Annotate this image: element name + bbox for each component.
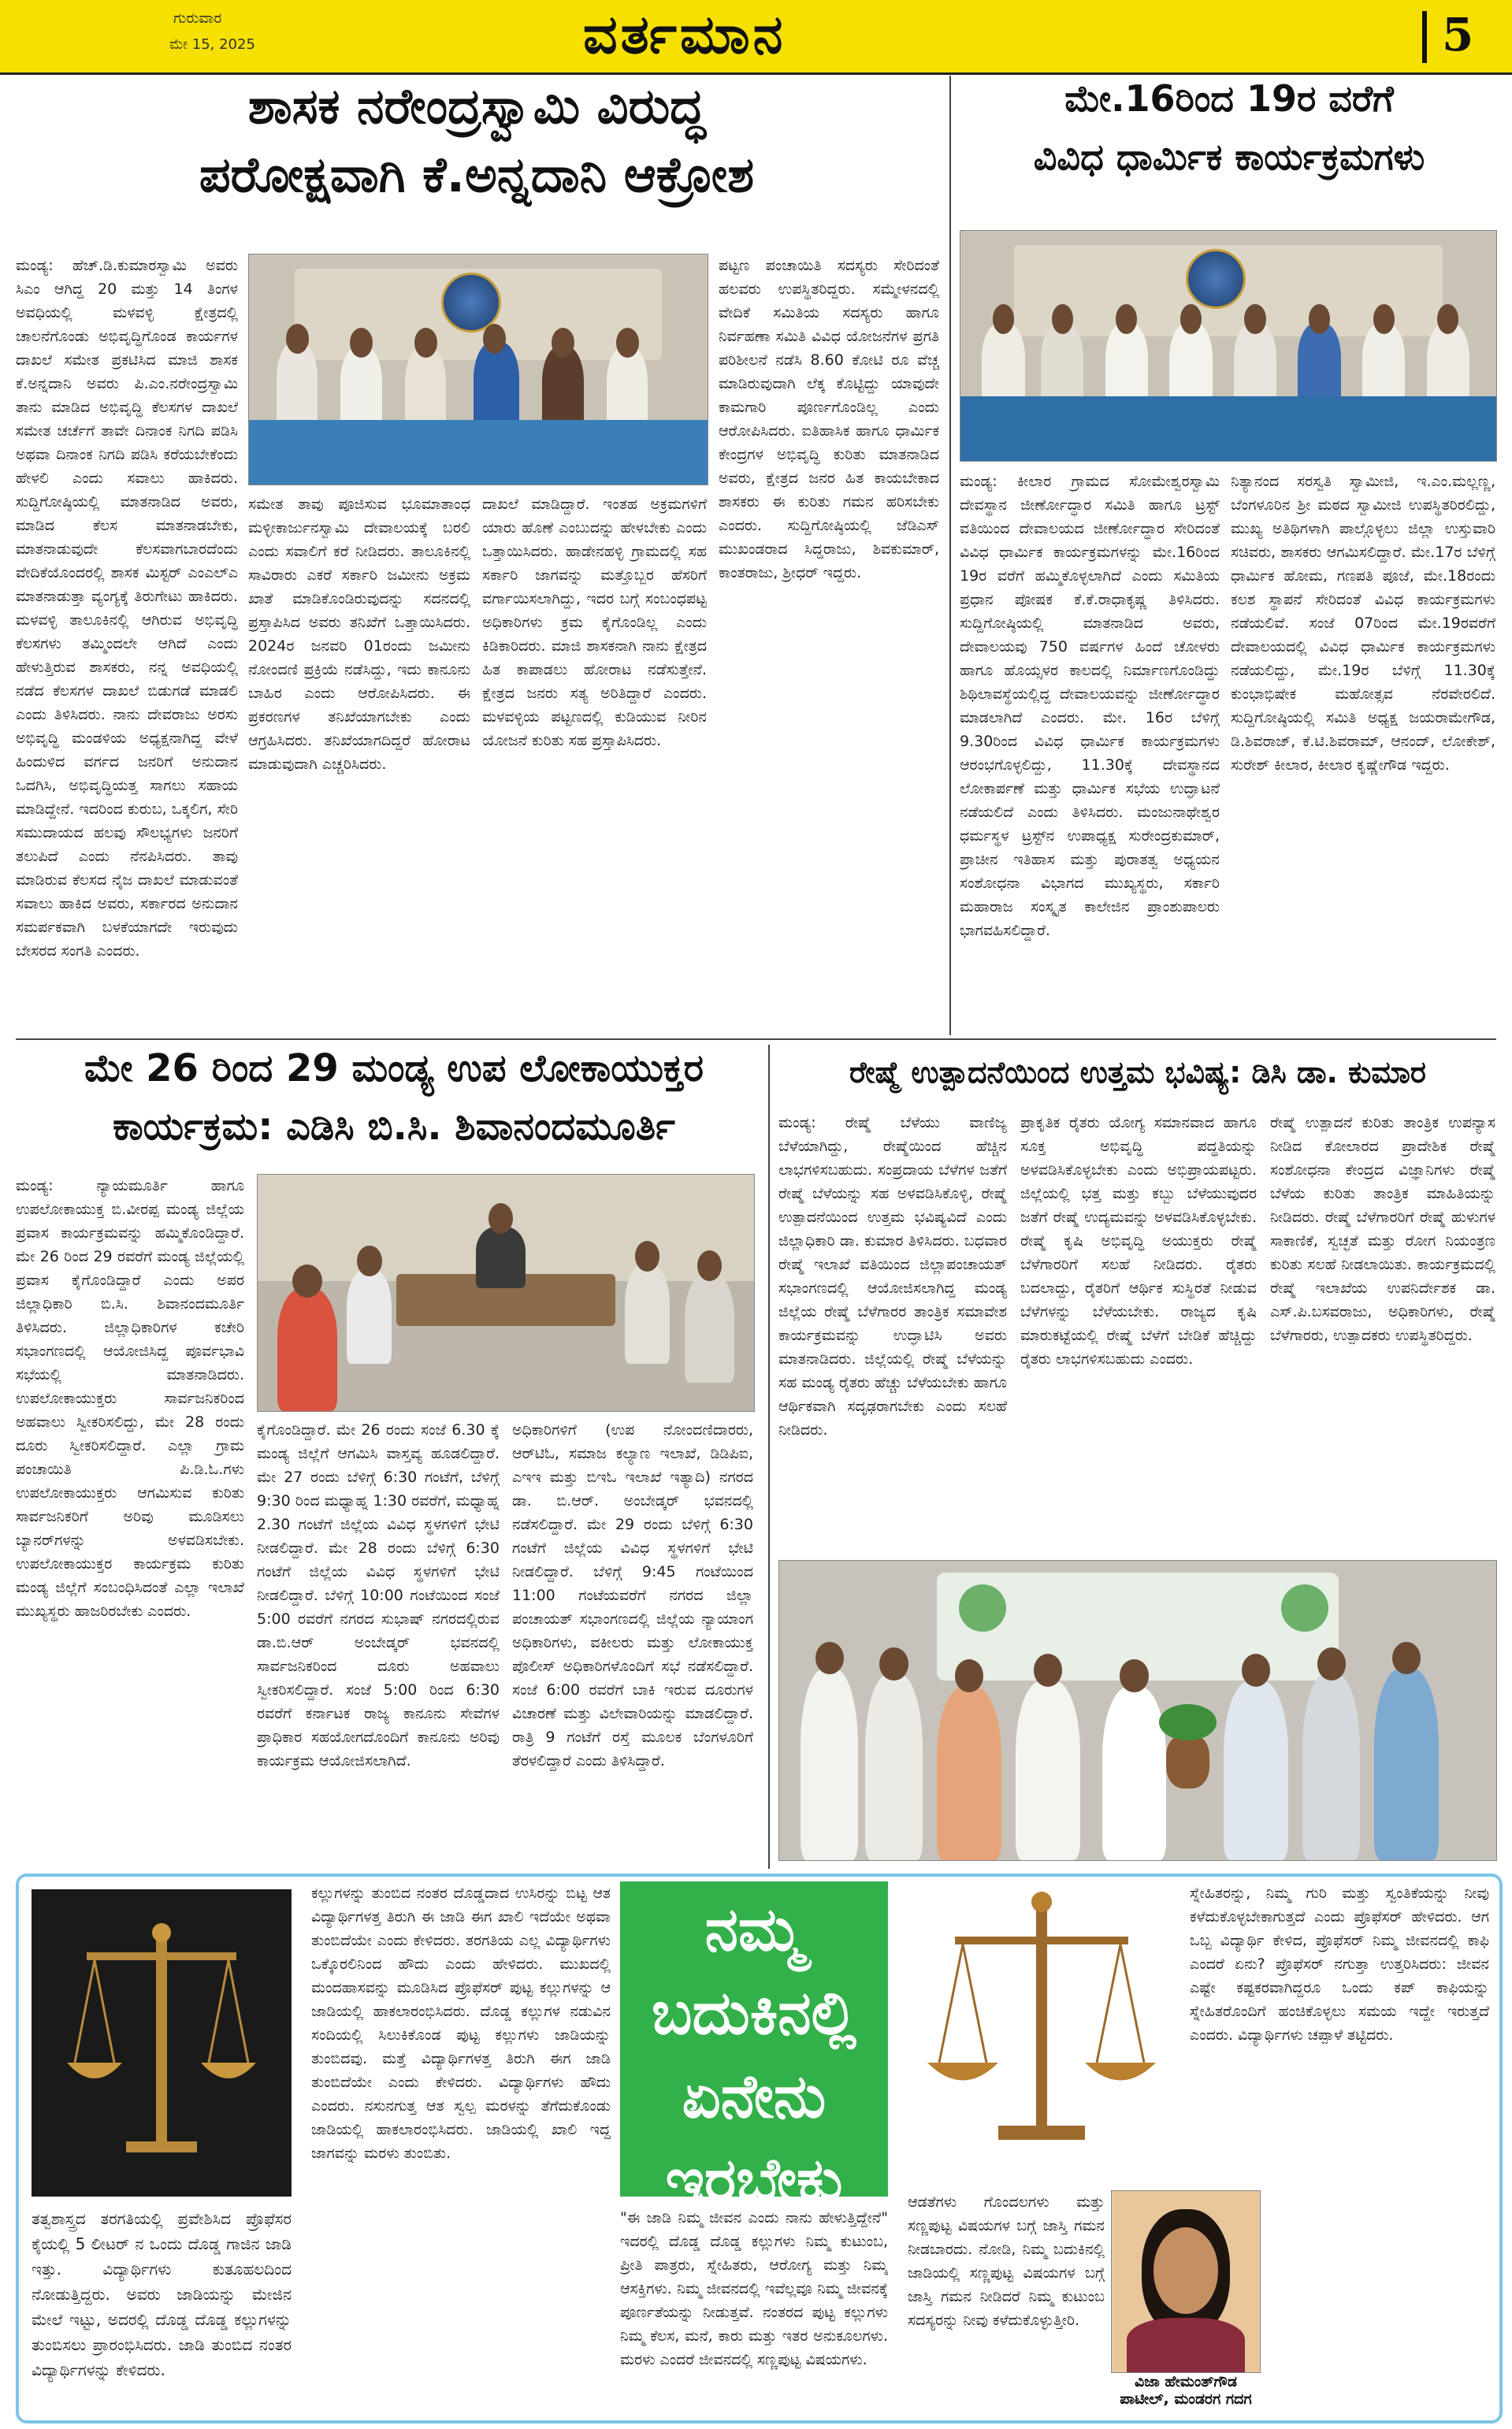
article-headline: ರೇಷ್ಮೆ ಉತ್ಪಾದನೆಯಿಂದ ಉತ್ತಮ ಭವಿಷ್ಯ: ಡಿಸಿ ಡಾ. ಕುಮಾರ [849, 1055, 1426, 1090]
article-column: ಅಧಿಕಾರಿಗಳಿಗೆ (ಉಪ ನೋಂದಣಿದಾರರು, ಆರ್‌ಟಿಓ, ಸಮಾಜ ಕಲ್ಯಾಣ ಇಲಾಖೆ, ಡಿಡಿಪಿಐ, ಎಇಇ ಮತ್ತು ಬಿಇಓ ಇಲಾಖೆ ಇತ್ಯಾದಿ) ನಗರದ ಡಾ. ಬಿ.ಆರ್. ಅಂಬೇಡ್ಕರ್ ಭವನದಲ್ಲಿ ನಡೆಸಲಿದ್ದಾರೆ. ಮೇ 29 ರಂದು ಬೆಳಿಗ್ಗೆ 6:30 ಗಂಟೆಗೆ ಜಿಲ್ಲೆಯ ವಿವಿಧ ಸ್ಥಳಗಳಿಗೆ ಭೇಟಿ ನೀಡಲಿದ್ದಾರೆ. ಬೆಳಿಗ್ಗೆ 9:45 ಗಂಟೆಯಿಂದ 11:00 ಗಂಟೆಯವರೆಗೆ ನಗರದ ಜಿಲ್ಲಾ ಪಂಚಾಯತ್ ಸಭಾಂಗಣದಲ್ಲಿ ಜಿಲ್ಲೆಯ ನ್ಯಾಯಾಂಗ ಅಧಿಕಾರಿಗಳು, ವಕೀಲರು ಮತ್ತು ಲೋಕಾಯುಕ್ತ ಪೊಲೀಸ್ ಅಧಿಕಾರಿಗಳೊಂದಿಗೆ ಸಭೆ ನಡೆಸಲಿದ್ದಾರೆ. ಸಂಜೆ 6:00 ರವರೆಗೆ ಬಾಕಿ ಇರುವ ದೂರುಗಳ ವಿಚಾರಣೆ ಮತ್ತು ವಿಲೇವಾರಿಯನ್ನು ಮಾಡಲಿದ್ದಾರೆ. ರಾತ್ರಿ 9 ಗಂಟೆಗೆ ರಸ್ತೆ ಮೂಲಕ ಬೆಂಗಳೂರಿಗೆ ತೆರಳಲಿದ್ದಾರೆ ಎಂದು ತಿಳಿಸಿದ್ದಾರೆ. [512, 1421, 753, 1770]
article-column: ಸಮೇತ ತಾವು ಪೂಜಿಸುವ ಭೂಮಾತಾಂಧ ಮಳ್ಳೀಕಾರ್ಜುನಸ್ವಾಮಿ ದೇವಾಲಯಕ್ಕೆ ಬರಲಿ ಎಂದು ಸವಾಲಿಗೆ ಕರೆ ನೀಡಿದರು. ತಾಲೂಕಿನಲ್ಲಿ ಸಾವಿರಾರು ಎಕರೆ ಸರ್ಕಾರಿ ಜಮೀನು ಅಕ್ರಮ ಖಾತೆ ಮಾಡಿಕೊಂಡಿರುವುದನ್ನು ಸದನದಲ್ಲಿ ಪ್ರಸ್ತಾಪಿಸಿದ ಅವರು ತನಿಖೆಗೆ ಒತ್ತಾಯಿಸಿದರು. 2024ರ ಜನವರಿ 01ರಂದು ಜಮೀನು ನೋಂದಣಿ ಪ್ರಕ್ರಿಯೆ ನಡೆಸಿದ್ದು, ಇದು ಕಾನೂನು ಬಾಹಿರ ಎಂದು ಆರೋಪಿಸಿದರು. ಈ ಪ್ರಕರಣಗಳ ತನಿಖೆಯಾಗಬೇಕು ಎಂದು ಆಗ್ರಹಿಸಿದರು. ತನಿಖೆಯಾಗದಿದ್ದರೆ ಹೋರಾಟ ಮಾಡುವುದಾಗಿ ಎಚ್ಚರಿಸಿದರು. [248, 496, 470, 773]
headline-line: ಪರೋಕ್ಷವಾಗಿ ಕೆ.ಅನ್ನದಾನಿ ಆಕ್ರೋಶ [199, 146, 755, 204]
feature-title-box [620, 1881, 888, 2215]
article-column: ಮಂಡ್ಯ: ಹೆಚ್.ಡಿ.ಕುಮಾರಸ್ವಾಮಿ ಅವರು ಸಿಎಂ ಆಗಿದ್ದ 20 ಮತ್ತು 14 ತಿಂಗಳ ಅವಧಿಯಲ್ಲಿ ಮಳವಳ್ಳಿ ಕ್ಷೇತ್ರದಲ್ಲಿ ಚಾಲನೆಗೊಂಡು ಅಭಿವೃದ್ಧಿಗೊಂಡ ಕಾರ್ಯಗಳ ದಾಖಲೆ ಸಮೇತ ಪ್ರಕಟಿಸಿದ ಮಾಜಿ ಶಾಸಕ ಕೆ.ಅನ್ನದಾನಿ ಅವರು ಪಿ.ಎಂ.ನರೇಂದ್ರಸ್ವಾಮಿ ತಾನು ಮಾಡಿದ ಅಭಿವೃದ್ಧಿ ಕೆಲಸಗಳ ದಾಖಲೆ ಸಮೇತ ಚರ್ಚೆಗೆ ತಾವೇ ದಿನಾಂಕ ನಿಗದಿ ಪಡಿಸಿ ಅಥವಾ ದಿನಾಂಕ ನಿಗದಿ ಪಡಿಸಿ ಕರೆಯಬೇಕೆಂದು ಹೇಳಲಿ ಎಂದು ಸವಾಲು ಹಾಕಿದರು. ಸುದ್ದಿಗೋಷ್ಠಿಯಲ್ಲಿ ಮಾತನಾಡಿದ ಅವರು, ಮಾಡಿದ ಕೆಲಸ ಮಾತನಾಡಬೇಕು, ಮಾತನಾಡುವುದೇ ಕೆಲಸವಾಗಬಾರದೆಂದು ವೇದಿಕೆಯೊಂದರಲ್ಲಿ ಶಾಸಕ ಮಿಸ್ಟರ್ ಎಂಎಲ್‌ಎ ಮಾತನಾಡುತ್ತಾ ವ್ಯಂಗ್ಯಕ್ಕೆ ತಿರುಗೇಟು ಹಾಕಿದರು. ಮಳವಳ್ಳಿ ತಾಲೂಕಿನಲ್ಲಿ ಆಗಿರುವ ಅಭಿವೃದ್ಧಿ ಕೆಲಸಗಳು ತಮ್ಮಿಂದಲೇ ಆಗಿದೆ ಎಂದು ಹೇಳುತ್ತಿರುವ ಶಾಸಕರು, ನನ್ನ ಅವಧಿಯಲ್ಲಿ ನಡೆದ ಕೆಲಸಗಳ ದಾಖಲೆ ಬಿಡುಗಡೆ ಮಾಡಲಿ ಎಂದು ತಿಳಿಸಿದರು. ನಾನು ದೇವರಾಜು ಅರಸು ಅಭಿವೃದ್ಧಿ ಮಂಡಳಿಯ ಅಧ್ಯಕ್ಷನಾಗಿದ್ದ ವೇಳೆ ಹಿಂದುಳಿದ ವರ್ಗದ ಜನರಿಗೆ ಅನುದಾನ ಒದಗಿಸಿ, ಅಭಿವೃದ್ಧಿಯತ್ತ ಸಾಗಲು ಸಹಾಯ ಮಾಡಿದ್ದೇನೆ. ಇದರಿಂದ ಕುರುಬ, ಒಕ್ಕಲಿಗ, ಸೇರಿ ಸಮುದಾಯದ ಹಲವು ಸೌಲಭ್ಯಗಳು ಜನರಿಗೆ ತಲುಪಿದೆ ಎಂದು ನೆನಪಿಸಿದರು. ತಾವು ಮಾಡಿರುವ ಕೆಲಸದ ನೈಜ ದಾಖಲೆ ಮಾಡುವಂತೆ ಸವಾಲು ಹಾಕಿದ ಅವರು, ಸರ್ಕಾರದ ಅನುದಾನ ಸಮರ್ಪಕವಾಗಿ ಬಳಕೆಯಾಗದೇ ಇರುವುದು ಬೇಸರದ ಸಂಗತಿ ಎಂದರು. [16, 257, 238, 960]
masthead-day: ಗುರುವಾರ [173, 9, 222, 27]
newspaper-title: ವರ್ತಮಾನ [583, 3, 786, 66]
page-number-divider [1422, 11, 1427, 63]
article-column: ಮಂಡ್ಯ: ಕೀಲಾರ ಗ್ರಾಮದ ಸೋಮೇಶ್ವರಸ್ವಾಮಿ ದೇವಸ್ಥಾನ ಜೀರ್ಣೋದ್ಧಾರ ಸಮಿತಿ ಹಾಗೂ ಟ್ರಸ್ಟ್ ವತಿಯಿಂದ ದೇವಾಲಯದ ಜೀರ್ಣೋದ್ಧಾರ ಸೇರಿದಂತೆ ವಿವಿಧ ಧಾರ್ಮಿಕ ಕಾರ್ಯಕ್ರಮಗಳನ್ನು ಮೇ.16ರಿಂದ 19ರ ವರೆಗೆ ಹಮ್ಮಿಕೊಳ್ಳಲಾಗಿದೆ ಎಂದು ಸಮಿತಿಯ ಪ್ರಧಾನ ಪೋಷಕ ಕೆ.ಕೆ.ರಾಧಾಕೃಷ್ಣ ತಿಳಿಸಿದರು. ಸುದ್ದಿಗೋಷ್ಠಿಯಲ್ಲಿ ಮಾತನಾಡಿದ ಅವರು, ದೇವಾಲಯವು 750 ವರ್ಷಗಳ ಹಿಂದೆ ಚೋಳರು ಹಾಗೂ ಹೊಯ್ಸಳರ ಕಾಲದಲ್ಲಿ ನಿರ್ಮಾಣಗೊಂಡಿದ್ದು ಶಿಥಿಲಾವಸ್ಥೆಯಲ್ಲಿದ್ದ ದೇವಾಲಯವನ್ನು ಜೀರ್ಣೋದ್ಧಾರ ಮಾಡಲಾಗಿದೆ ಎಂದರು. ಮೇ. 16ರ ಬೆಳಿಗ್ಗೆ 9.30ರಿಂದ ವಿವಿಧ ಧಾರ್ಮಿಕ ಕಾರ್ಯಕ್ರಮಗಳು ಆರಂಭಗೊಳ್ಳಲಿದ್ದು, 11.30ಕ್ಕೆ ದೇವಸ್ಥಾನದ ಲೋಕಾರ್ಪಣೆ ಮತ್ತು ಧಾರ್ಮಿಕ ಸಭೆಯ ಉದ್ಘಾಟನೆ ನಡೆಯಲಿದೆ ಎಂದು ತಿಳಿಸಿದರು. ಮಂಜುನಾಥೇಶ್ವರ ಧರ್ಮಸ್ಥಳ ಟ್ರಸ್ಟ್‌ನ ಉಪಾಧ್ಯಕ್ಷ ಸುರೇಂದ್ರಕುಮಾರ್, ಪ್ರಾಚೀನ ಇತಿಹಾಸ ಮತ್ತು ಪುರಾತತ್ವ ಅಧ್ಯಯನ ಸಂಶೋಧನಾ ವಿಭಾಗದ ಮುಖ್ಯಸ್ಥರು, ಸರ್ಕಾರಿ ಮಹಾರಾಜ ಸಂಸ್ಕೃತ ಕಾಲೇಜಿನ ಪ್ರಾಂಶುಪಾಲರು ಭಾಗವಹಿಸಲಿದ್ದಾರೆ. [960, 473, 1220, 939]
feature-intro: ತತ್ವಶಾಸ್ತ್ರದ ತರಗತಿಯಲ್ಲಿ ಪ್ರವೇಶಿಸಿದ ಪ್ರೊಫೆಸರ ಕೈಯಲ್ಲಿ 5 ಲೀಟರ್ ನ ಒಂದು ದೊಡ್ಡ ಗಾಜಿನ ಜಾಡಿ ಇತ್ತು. ವಿದ್ಯಾರ್ಥಿಗಳು ಕುತೂಹಲದಿಂದ ನೋಡುತ್ತಿದ್ದರು. ಅವರು ಜಾಡಿಯನ್ನು ಮೇಜಿನ ಮೇಲೆ ಇಟ್ಟು, ಅದರಲ್ಲಿ ದೊಡ್ಡ ದೊಡ್ಡ ಕಲ್ಲುಗಳನ್ನು ತುಂಬಿಸಲು ಪ್ರಾರಂಭಿಸಿದರು. ಜಾಡಿ ತುಂಬಿದ ನಂತರ ವಿದ್ಯಾರ್ಥಿಗಳನ್ನು ಕೇಳಿದರು. [32, 2209, 292, 2379]
feature-title-line: ಇರಬೇಕು [665, 2145, 843, 2215]
author-place: ಪಾಟೀಲ್, ಮಂಡರಗ ಗದಗ [1120, 2390, 1252, 2408]
article-column: ರೇಷ್ಮೆ ಉತ್ಪಾದನೆ ಕುರಿತು ತಾಂತ್ರಿಕ ಉಪನ್ಯಾಸ ನೀಡಿದ ಕೋಲಾರದ ಪ್ರಾದೇಶಿಕ ರೇಷ್ಮೆ ಸಂಶೋಧನಾ ಕೇಂದ್ರದ ವಿಜ್ಞಾನಿಗಳು ರೇಷ್ಮೆ ಬೆಳೆಯ ಕುರಿತು ತಾಂತ್ರಿಕ ಮಾಹಿತಿಯನ್ನು ನೀಡಿದರು. ರೇಷ್ಮೆ ಬೆಳೆಗಾರರಿಗೆ ರೇಷ್ಮೆ ಹುಳುಗಳ ಸಾಕಾಣಿಕೆ, ಸ್ವಚ್ಛತೆ ಮತ್ತು ರೋಗ ನಿಯಂತ್ರಣ ಕುರಿತು ಸಲಹೆ ನೀಡಲಾಯಿತು. ಕಾರ್ಯಕ್ರಮದಲ್ಲಿ ರೇಷ್ಮೆ ಇಲಾಖೆಯ ಉಪನಿರ್ದೇಶಕ ಡಾ. ಎಸ್.ಪಿ.ಬಸವರಾಜು, ಅಧಿಕಾರಿಗಳು, ರೇಷ್ಮೆ ಬೆಳೆಗಾರರು, ಉತ್ಪಾದಕರು ಉಪಸ್ಥಿತರಿದ್ದರು. [1270, 1114, 1495, 1344]
author-photo [1111, 2190, 1261, 2373]
article-column: ಮಂಡ್ಯ: ರೇಷ್ಮೆ ಬೆಳೆಯು ವಾಣಿಜ್ಯ ಬೆಳೆಯಾಗಿದ್ದು, ರೇಷ್ಮೆಯಿಂದ ಹೆಚ್ಚಿನ ಲಾಭಗಳಿಸಬಹುದು. ಸಂಪ್ರದಾಯ ಬೆಳೆಗಳ ಜತೆಗೆ ರೇಷ್ಮೆ ಬೆಳೆಯನ್ನು ಸಹ ಅಳವಡಿಸಿಕೊಳ್ಳಿ, ರೇಷ್ಮೆ ಉತ್ಪಾದನೆಯಿಂದ ಉತ್ತಮ ಭವಿಷ್ಯವಿದೆ ಎಂದು ಜಿಲ್ಲಾಧಿಕಾರಿ ಡಾ. ಕುಮಾರ ತಿಳಿಸಿದರು. ಬಧವಾರ ರೇಷ್ಮೆ ಇಲಾಖೆ ವತಿಯಿಂದ ಜಿಲ್ಲಾಪಂಚಾಯತ್ ಸಭಾಂಗಣದಲ್ಲಿ ಆಯೋಜಿಸಲಾಗಿದ್ದ ಮಂಡ್ಯ ಜಿಲ್ಲೆಯ ರೇಷ್ಮೆ ಬೆಳೆಗಾರರ ತಾಂತ್ರಿಕ ಸಮಾವೇಶ ಕಾರ್ಯಕ್ರಮವನ್ನು ಉದ್ಘಾಟಿಸಿ ಅವರು ಮಾತನಾಡಿದರು. ಜಿಲ್ಲೆಯಲ್ಲಿ ರೇಷ್ಮೆ ಬೆಳೆಯನ್ನು ಸಹ ಮಂಡ್ಯ ರೈತರು ಹೆಚ್ಚು ಬೆಳೆಯಬೇಕು ಹಾಗೂ ಆರ್ಥಿಕವಾಗಿ ಸದೃಢರಾಗಬೇಕು ಎಂದು ಸಲಹೆ ನೀಡಿದರು. [778, 1114, 1007, 1439]
page-number: 5 [1442, 8, 1474, 61]
masthead-date: ಮೇ 15, 2025 [169, 36, 255, 53]
feature-column: "ಈ ಜಾಡಿ ನಿಮ್ಮ ಜೀವನ ಎಂದು ನಾನು ಹೇಳುತ್ತಿದ್ದೇನೆ" ಇದರಲ್ಲಿ ದೊಡ್ಡ ದೊಡ್ಡ ಕಲ್ಲುಗಳು ನಿಮ್ಮ ಕುಟುಂಬ, ಪ್ರೀತಿ ಪಾತ್ರರು, ಸ್ನೇಹಿತರು, ಆರೋಗ್ಯ ಮತ್ತು ನಿಮ್ಮ ಆಸಕ್ತಿಗಳು. ನಿಮ್ಮ ಜೀವನದಲ್ಲಿ ಇವೆಲ್ಲವೂ ನಿಮ್ಮ ಜೀವನಕ್ಕೆ ಪೂರ್ಣತೆಯನ್ನು ನೀಡುತ್ತವೆ. ನಂತರದ ಪುಟ್ಟ ಕಲ್ಲುಗಳು ನಿಮ್ಮ ಕೆಲಸ, ಮನೆ, ಕಾರು ಮತ್ತು ಇತರ ಅನುಕೂಲಗಳು. ಮರಳು ಎಂದರೆ ಜೀವನದಲ್ಲಿ ಸಣ್ಣಪುಟ್ಟ ವಿಷಯಗಳು. [620, 2209, 888, 2368]
article-headline [16, 1048, 772, 1149]
press-meet-photo [960, 230, 1497, 462]
feature-column-continued [311, 2190, 611, 2409]
article-column: ಕೈಗೊಂಡಿದ್ದಾರೆ. ಮೇ 26 ರಂದು ಸಂಜೆ 6.30 ಕ್ಕೆ ಮಂಡ್ಯ ಜಿಲ್ಲೆಗೆ ಆಗಮಿಸಿ ವಾಸ್ತವ್ಯ ಹೂಡಲಿದ್ದಾರೆ. ಮೇ 27 ರಂದು ಬೆಳಿಗ್ಗೆ 6:30 ಗಂಟೆಗೆ, ಬೆಳಿಗ್ಗೆ 9:30 ರಿಂದ ಮಧ್ಯಾಹ್ನ 1:30 ರವರೆಗೆ, ಮಧ್ಯಾಹ್ನ 2.30 ಗಂಟೆಗೆ ಜಿಲ್ಲೆಯ ವಿವಿಧ ಸ್ಥಳಗಳಿಗೆ ಭೇಟಿ ನೀಡಲಿದ್ದಾರೆ. ಮೇ 28 ರಂದು ಬೆಳಿಗ್ಗೆ 6:30 ಗಂಟೆಗೆ ಜಿಲ್ಲೆಯ ವಿವಿಧ ಸ್ಥಳಗಳಿಗೆ ಭೇಟಿ ನೀಡಲಿದ್ದಾರೆ. ಬೆಳಿಗ್ಗೆ 10:00 ಗಂಟೆಯಿಂದ ಸಂಜೆ 5:00 ರವರೆಗೆ ನಗರದ ಸುಭಾಷ್ ನಗರದಲ್ಲಿರುವ ಡಾ.ಬಿ.ಆರ್ ಅಂಬೇಡ್ಕರ್ ಭವನದಲ್ಲಿ ಸಾರ್ವಜನಿಕರಿಂದ ದೂರು ಅಹವಾಲು ಸ್ವೀಕರಿಸಲಿದ್ದಾರೆ. ಸಂಜೆ 5:00 ರಿಂದ 6:30 ರವರೆಗೆ ಕರ್ನಾಟಕ ರಾಜ್ಯ ಕಾನೂನು ಸೇವೆಗಳ ಪ್ರಾಧಿಕಾರ ಸಹಯೋಗದೊಂದಿಗೆ ಕಾನೂನು ಅರಿವು ಕಾರ್ಯಕ್ರಮ ಆಯೋಜಿಸಲಾಗಿದೆ. [257, 1421, 500, 1770]
article-column: ಪಟ್ಟಣ ಪಂಚಾಯಿತಿ ಸದಸ್ಯರು ಸೇರಿದಂತೆ ಹಲವರು ಉಪಸ್ಥಿತರಿದ್ದರು. ಸಮ್ಮೇಳನದಲ್ಲಿ ವೇದಿಕೆ ಸಮಿತಿಯ ಸದಸ್ಯರು ಹಾಗೂ ನಿರ್ವಹಣಾ ಸಮಿತಿ ವಿವಿಧ ಯೋಜನೆಗಳ ಪ್ರಗತಿ ಪರಿಶೀಲನೆ ನಡೆಸಿ 8.60 ಕೋಟಿ ರೂ ವೆಚ್ಚ ಮಾಡಿರುವುದಾಗಿ ಲೆಕ್ಕ ಕೊಟ್ಟಿದ್ದು ಯಾವುದೇ ಕಾಮಗಾರಿ ಪೂರ್ಣಗೊಂಡಿಲ್ಲ ಎಂದು ಆರೋಪಿಸಿದರು. ಐತಿಹಾಸಿಕ ಹಾಗೂ ಧಾರ್ಮಿಕ ಕೇಂದ್ರಗಳ ಅಭಿವೃದ್ಧಿ ಕುರಿತು ಮಾತನಾಡಿದ ಅವರು, ಕ್ಷೇತ್ರದ ಜನರ ಹಿತ ಕಾಯಬೇಕಾದ ಶಾಸಕರು ಈ ಕುರಿತು ಗಮನ ಹರಿಸಬೇಕು ಎಂದರು. ಸುದ್ದಿಗೋಷ್ಠಿಯಲ್ಲಿ ಜೆಡಿಎಸ್ ಮುಖಂಡರಾದ ಸಿದ್ದರಾಜು, ಶಿವಕುಮಾರ್, ಕಾಂತರಾಜು, ಶ್ರೀಧರ್ ಇದ್ದರು. [719, 257, 939, 581]
meeting-photo [257, 1174, 755, 1412]
article-column: ಪ್ರಾಕೃತಿಕ ರೈತರು ಯೋಗ್ಯ ಸಮಾನವಾದ ಹಾಗೂ ಸೂಕ್ತ ಅಭಿವೃದ್ಧಿ ಪದ್ಧತಿಯನ್ನು ಅಳವಡಿಸಿಕೊಳ್ಳಬೇಕು ಎಂದು ಅಭಿಪ್ರಾಯಪಟ್ಟರು. ಜಿಲ್ಲೆಯಲ್ಲಿ ಭತ್ತ ಮತ್ತು ಕಬ್ಬು ಬೆಳೆಯುವುದರ ಜತೆಗೆ ರೇಷ್ಮೆ ಉದ್ಯಮವನ್ನು ಅಳವಡಿಸಿಕೊಳ್ಳಬೇಕು. ರೇಷ್ಮೆ ಕೃಷಿ ಅಭಿವೃದ್ಧಿ ಅಯುಕ್ತರು ರೇಷ್ಮೆ ಬೆಳೆಗಾರರಿಗೆ ಸಲಹೆ ನೀಡಿದರು. ರೈತರು ಬದಲಾದ್ದು, ರೈತರಿಗೆ ಆರ್ಥಿಕ ಸುಸ್ಥಿರತೆ ನೀಡುವ ಬೆಳೆಗಳನ್ನು ಬೆಳೆಯಬೇಕು. ರಾಜ್ಯದ ಕೃಷಿ ಮಾರುಕಟ್ಟೆಯಲ್ಲಿ ರೇಷ್ಮೆ ಬೆಳೆಗೆ ಬೇಡಿಕೆ ಹೆಚ್ಚಿದ್ದು ರೈತರು ಲಾಭಗಳಿಸಬಹುದು ಎಂದರು. [1020, 1114, 1257, 1368]
article-column: ಮಂಡ್ಯ: ನ್ಯಾಯಮೂರ್ತಿ ಹಾಗೂ ಉಪಲೋಕಾಯುಕ್ತ ಬಿ.ವೀರಪ್ಪ ಮಂಡ್ಯ ಜಿಲ್ಲೆಯ ಪ್ರವಾಸ ಕಾರ್ಯಕ್ರಮವನ್ನು ಹಮ್ಮಿಕೊಂಡಿದ್ದಾರೆ. ಮೇ 26 ರಿಂದ 29 ರವರೆಗೆ ಮಂಡ್ಯ ಜಿಲ್ಲೆಯಲ್ಲಿ ಪ್ರವಾಸ ಕೈಗೊಂಡಿದ್ದಾರೆ ಎಂದು ಅಪರ ಜಿಲ್ಲಾಧಿಕಾರಿ ಬಿ.ಸಿ. ಶಿವಾನಂದಮೂರ್ತಿ ತಿಳಿಸಿದರು. ಜಿಲ್ಲಾಧಿಕಾರಿಗಳ ಕಚೇರಿ ಸಭಾಂಗಣದಲ್ಲಿ ಆಯೋಜಿಸಿದ್ದ ಪೂರ್ವಭಾವಿ ಸಭೆಯಲ್ಲಿ ಮಾತನಾಡಿದರು. ಉಪಲೋಕಾಯುಕ್ತರು ಸಾರ್ವಜನಿಕರಿಂದ ಅಹವಾಲು ಸ್ವೀಕರಿಸಲಿದ್ದು, ಮೇ 28 ರಂದು ದೂರು ಸ್ವೀಕರಿಸಲಿದ್ದಾರೆ. ಎಲ್ಲಾ ಗ್ರಾಮ ಪಂಚಾಯಿತಿ ಪಿ.ಡಿ.ಓ.ಗಳು ಉಪಲೋಕಾಯುಕ್ತರು ಆಗಮಿಸುವ ಕುರಿತು ಸಾರ್ವಜನಿಕರಿಗೆ ಅರಿವು ಮೂಡಿಸಲು ಬ್ಯಾನರ್‌ಗಳನ್ನು ಅಳವಡಿಸಬೇಕು. ಉಪಲೋಕಾಯುಕ್ತರ ಕಾರ್ಯಕ್ರಮ ಕುರಿತು ಮಂಡ್ಯ ಜಿಲ್ಲೆಗೆ ಸಂಬಂಧಿಸಿದಂತೆ ಎಲ್ಲಾ ಇಲಾಖೆ ಮುಖ್ಯಸ್ಥರು ಹಾಜರಿರಬೇಕು ಎಂದರು. [16, 1177, 244, 1620]
column-divider [768, 1045, 770, 1869]
balance-scale-icon [908, 1881, 1176, 2181]
scale-icon [32, 1889, 292, 2197]
article-column: ನಿತ್ಯಾನಂದ ಸರಸ್ವತಿ ಸ್ವಾಮೀಜಿ, ಇ.ಎಂ.ಮಲ್ಲಣ್ಣ, ಬೆಂಗಳೂರಿನ ಶ್ರೀ ಮಠದ ಸ್ವಾಮೀಜಿ ಉಪಸ್ಥಿತರಿರಲಿದ್ದು, ಮುಖ್ಯ ಅತಿಥಿಗಳಾಗಿ ಪಾಲ್ಗೊಳ್ಳಲು ಜಿಲ್ಲಾ ಉಸ್ತುವಾರಿ ಸಚಿವರು, ಶಾಸಕರು ಆಗಮಿಸಲಿದ್ದಾರೆ. ಮೇ.17ರ ಬೆಳಿಗ್ಗೆ ಧಾರ್ಮಿಕ ಹೋಮ, ಗಣಪತಿ ಪೂಜೆ, ಮೇ.18ರಂದು ಕಲಶ ಸ್ಥಾಪನೆ ಸೇರಿದಂತೆ ವಿವಿಧ ಕಾರ್ಯಕ್ರಮಗಳು ನಡೆಯಲಿವೆ. ಸಂಜೆ 07ರಿಂದ ಮೇ.19ರವರೆಗೆ ದೇವಾಲಯದಲ್ಲಿ ವಿವಿಧ ಧಾರ್ಮಿಕ ಕಾರ್ಯಕ್ರಮಗಳು ನಡೆಯಲಿದ್ದು, ಮೇ.19ರ ಬೆಳಿಗ್ಗೆ 11.30ಕ್ಕೆ ಕುಂಭಾಭಿಷೇಕ ಮಹೋತ್ಸವ ನೆರವೇರಲಿದೆ. ಸುದ್ದಿಗೋಷ್ಠಿಯಲ್ಲಿ ಸಮಿತಿ ಅಧ್ಯಕ್ಷ ಜಯರಾಮೇಗೌಡ, ಡಿ.ಶಿವರಾಜ್, ಕೆ.ಟಿ.ಶಿವರಾಮ್, ಆನಂದ್, ಲೋಕೇಶ್, ಸುರೇಶ್ ಕೀಲಾರ, ಕೀಲಾರ ಕೃಷ್ಣೇಗೌಡ ಇದ್ದರು. [1231, 473, 1495, 774]
feature-column: ಸ್ನೇಹಿತರನ್ನು, ನಿಮ್ಮ ಗುರಿ ಮತ್ತು ಸ್ವಂತಿಕೆಯನ್ನು ನೀವು ಕಳೆದುಕೊಳ್ಳಬೇಕಾಗುತ್ತದೆ ಎಂದು ಪ್ರೊಫೆಸರ್ ಹೇಳಿದರು. ಆಗ ಒಬ್ಬ ವಿದ್ಯಾರ್ಥಿ ಕೇಳಿದ, ಪ್ರೊಫೆಸರ್ ನಿಮ್ಮ ಜೀವನದಲ್ಲಿ ಕಾಫಿ ಎಂದರೆ ಏನು? ಪ್ರೊಫೆಸರ್ ನಗುತ್ತಾ ಉತ್ತರಿಸಿದರು: ಜೀವನ ಎಷ್ಟೇ ಕಷ್ಟಕರವಾಗಿದ್ದರೂ ಒಂದು ಕಪ್ ಕಾಫಿಯನ್ನು ಸ್ನೇಹಿತರೊಂದಿಗೆ ಹಂಚಿಕೊಳ್ಳಲು ಸಮಯ ಇದ್ದೇ ಇರುತ್ತದೆ ಎಂದರು. ವಿದ್ಯಾರ್ಥಿಗಳು ಚಪ್ಪಾಳೆ ತಟ್ಟಿದರು. [1190, 1885, 1489, 2044]
event-photo [778, 1560, 1497, 1861]
feature-column: ಆಡತೆಗಳು ಗೊಂದಲಗಳು ಮತ್ತು ಸಣ್ಣಪುಟ್ಟ ವಿಷಯಗಳ ಬಗ್ಗೆ ಜಾಸ್ತಿ ಗಮನ ನೀಡಬಾರದು. ನೋಡಿ, ನಿಮ್ಮ ಬದುಕಿನಲ್ಲಿ ಜಾಡಿಯಲ್ಲಿ ಸಣ್ಣಪುಟ್ಟ ವಿಷಯಗಳ ಬಗ್ಗೆ ಜಾಸ್ತಿ ಗಮನ ನೀಡಿದರೆ ನಿಮ್ಮ ಕುಟುಂಬ ಸದಸ್ಯರನ್ನು ನೀವು ಕಳೆದುಕೊಳ್ಳುತ್ತೀರಿ. [908, 2193, 1105, 2329]
headline-line: ಕಾರ್ಯಕ್ರಮ: ಎಡಿಸಿ ಬಿ.ಸಿ. ಶಿವಾನಂದಮೂರ್ತಿ [113, 1104, 675, 1149]
section-divider [16, 1038, 1496, 1040]
headline-line: ವಿವಿಧ ಧಾರ್ಮಿಕ ಕಾರ್ಯಕ್ರಮಗಳು [1033, 135, 1425, 178]
masthead [0, 0, 1512, 75]
column-divider [949, 76, 951, 1035]
headline-line: ಮೇ.16ರಿಂದ 19ರ ವರೆಗೆ [1064, 77, 1394, 120]
author-name: ವಿಜಾ ಹೇಮಂತ್‌ಗೌಡ [1135, 2373, 1237, 2390]
press-meet-photo [248, 254, 708, 485]
headline-line: ಮೇ 26 ರಿಂದ 29 ಮಂಡ್ಯ ಉಪ ಲೋಕಾಯುಕ್ತರ [84, 1046, 704, 1090]
emblem-icon [1186, 249, 1246, 309]
feature-title-line: ನಮ್ಮ [704, 1894, 804, 1964]
article-headline [16, 79, 938, 202]
article-column: ದಾಖಲೆ ಮಾಡಿದ್ದಾರೆ. ಇಂತಹ ಅಕ್ರಮಗಳಿಗೆ ಯಾರು ಹೊಣೆ ಎಂಬುದನ್ನು ಹೇಳಬೇಕು ಎಂದು ಒತ್ತಾಯಿಸಿದರು. ಹಾಡೇನಹಳ್ಳಿ ಗ್ರಾಮದಲ್ಲಿ ಸಹ ಸರ್ಕಾರಿ ಜಾಗವನ್ನು ಮತ್ತೊಬ್ಬರ ಹೆಸರಿಗೆ ವರ್ಗಾಯಿಸಲಾಗಿದ್ದು, ಇದರ ಬಗ್ಗೆ ಸಂಬಂಧಪಟ್ಟ ಅಧಿಕಾರಿಗಳು ಕ್ರಮ ಕೈಗೊಂಡಿಲ್ಲ ಎಂದು ಕಿಡಿಕಾರಿದರು. ಮಾಜಿ ಶಾಸಕನಾಗಿ ನಾನು ಕ್ಷೇತ್ರದ ಹಿತ ಕಾಪಾಡಲು ಹೋರಾಟ ನಡೆಸುತ್ತೇನೆ. ಕ್ಷೇತ್ರದ ಜನರು ಸತ್ಯ ಅರಿತಿದ್ದಾರೆ ಎಂದರು. ಮಳವಳ್ಳಿಯ ಪಟ್ಟಣದಲ್ಲಿ ಕುಡಿಯುವ ನೀರಿನ ಯೋಜನೆ ಕುರಿತು ಸಹ ಪ್ರಸ್ತಾಪಿಸಿದರು. [482, 496, 707, 749]
scale-illustration [908, 1881, 1176, 2181]
headline-line: ಶಾಸಕ ನರೇಂದ್ರಸ್ವಾಮಿ ವಿರುದ್ಧ [247, 77, 706, 135]
article-headline [957, 79, 1501, 177]
feature-title-line: ಏನೇನು [682, 2061, 827, 2131]
feature-column: ಕಲ್ಲುಗಳನ್ನು ತುಂಬಿದ ನಂತರ ದೊಡ್ಡದಾದ ಉಸಿರನ್ನು ಬಿಟ್ಟ ಆತ ವಿದ್ಯಾರ್ಥಿಗಳತ್ತ ತಿರುಗಿ ಈ ಜಾಡಿ ಈಗ ಖಾಲಿ ಇದೆಯೇ ಅಥವಾ ತುಂಬಿದೆಯೇ ಎಂದು ಕೇಳಿದರು. ತರಗತಿಯ ಎಲ್ಲ ವಿದ್ಯಾರ್ಥಿಗಳು ಒಕ್ಕೊರಲಿನಿಂದ ಹೌದು ಎಂದು ಹೇಳಿದರು. ಮುಖದಲ್ಲಿ ಮಂದಹಾಸವನ್ನು ಮೂಡಿಸಿದ ಪ್ರೊಫೆಸರ್ ಪುಟ್ಟ ಕಲ್ಲುಗಳನ್ನು ಆ ಜಾಡಿಯಲ್ಲಿ ಹಾಕಲಾರಂಭಿಸಿದರು. ದೊಡ್ಡ ಕಲ್ಲುಗಳ ನಡುವಿನ ಸಂದಿಯಲ್ಲಿ ಸಿಲುಕಿಕೊಂಡ ಪುಟ್ಟ ಕಲ್ಲುಗಳು ಜಾಡಿಯನ್ನು ತುಂಬಿದವು. ಮತ್ತೆ ವಿದ್ಯಾರ್ಥಿಗಳತ್ತ ತಿರುಗಿ ಈಗ ಜಾಡಿ ತುಂಬಿದೆಯೇ ಎಂದು ಕೇಳಿದರು. ವಿದ್ಯಾರ್ಥಿಗಳು ಹೌದು ಎಂದರು. ನಸುನಗುತ್ತ ಆತ ಸ್ವಲ್ಪ ಮರಳನ್ನು ತೆಗೆದುಕೊಂಡು ಜಾಡಿಯಲ್ಲಿ ಹಾಕಲಾರಂಭಿಸಿದರು. ಜಾಡಿಯಲ್ಲಿ ಖಾಲಿ ಇದ್ದ ಜಾಗವನ್ನು ಮರಳು ತುಂಬಿತು. [311, 1885, 611, 2162]
author-caption [1107, 2373, 1265, 2408]
justice-scale-image [32, 1889, 292, 2197]
feature-title-line: ಬದುಕಿನಲ್ಲಿ [652, 1978, 856, 2048]
